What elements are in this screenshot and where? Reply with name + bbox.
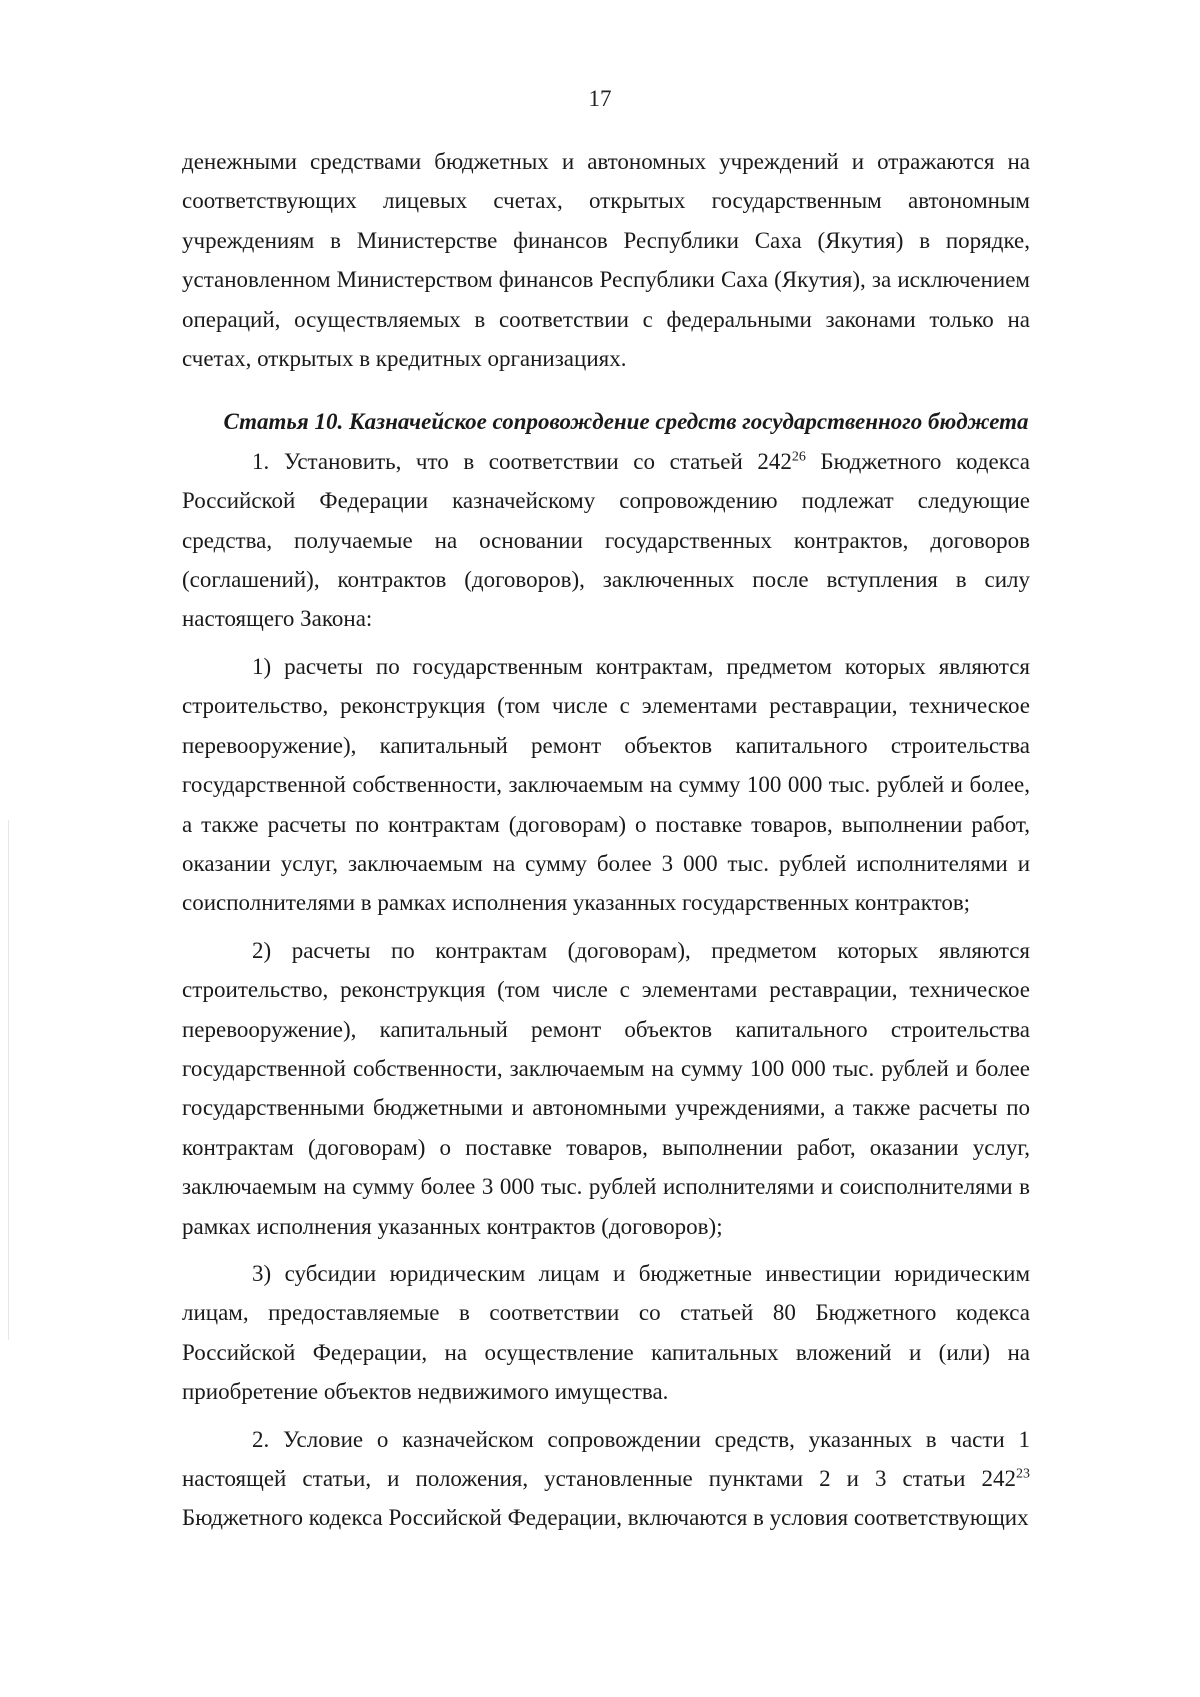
- paragraph-1: [182, 442, 1030, 639]
- document-body: [182, 142, 1030, 1538]
- list-item-1: 1) расчеты по государственным контрактам, предметом которых являются строительство, реконструкция (том числе с элементами реставрации, техническое перевооружение), капитальный ремонт объектов капитального строительства государственной собственности, заключаемым на сумму 100 000 тыс. рублей и более, а также расчеты по контрактам (договорам) о поставке товаров, выполнении работ, оказании услуг, заключаемым на сумму более 3 000 тыс. рублей исполнителями и соисполнителями в рамках исполнения указанных государственных контрактов;: [182, 653, 1030, 916]
- paragraph-2-end: Бюджетного кодекса Российской Федерации, включаются в условия соответствующих: [182, 1505, 1029, 1531]
- article-title: Статья 10. Казначейское сопровождение средств государственного бюджета: [223, 409, 1029, 435]
- list-item-3: 3) субсидии юридическим лицам и бюджетные инвестиции юридическим лицам, предоставляемые в соответствии со статьей 80 Бюджетного кодекса Российской Федерации, на осуществление капитальных вложений и (или) на приобретение объектов недвижимого имущества.: [182, 1260, 1030, 1405]
- paragraph-2-start: 2. Условие о казначейском сопровождении средств, указанных в части 1 настоящей статьи, и положения, установленные пунктами 2 и 3 статьи 242: [182, 1426, 1030, 1491]
- list-item-2: 2) расчеты по контрактам (договорам), предметом которых являются строительство, реконструкция (том числе с элементами реставрации, техническое перевооружение), капитальный ремонт объектов капитального строительства государственной собственности, заключаемым на сумму 100 000 тыс. рублей и более государственными бюджетными и автономными учреждениями, а также расчеты по контрактам (договорам) о поставке товаров, выполнении работ, оказании услуг, заключаемым на сумму более 3 000 тыс. рублей исполнителями и соисполнителями в рамках исполнения указанных контрактов (договоров);: [182, 937, 1030, 1239]
- paragraph-1-superscript: 26: [791, 449, 806, 465]
- continued-paragraph: денежными средствами бюджетных и автономных учреждений и отражаются на соответствующих лицевых счетах, открытых государственным автономным учреждениям в Министерстве финансов Республики Саха (Якутия) в порядке, установленном Министерством финансов Республики Саха (Якутия), за исключением операций, осуществляемых в соответствии с федеральными законами только на счетах, открытых в кредитных организациях.: [182, 149, 1030, 372]
- scan-edge-shadow: [8, 820, 9, 1340]
- paragraph-1-end: Бюджетного кодекса Российской Федерации казначейскому сопровождению подлежат следующие средства, получаемые на основании государственных контрактов, договоров (соглашений), контрактов (договоров), заключенных после вступления в силу настоящего Закона:: [182, 448, 1030, 632]
- paragraph-1-start: 1. Установить, что в соответствии со статьей 242: [252, 448, 792, 474]
- paragraph-2-superscript: 23: [1016, 1466, 1030, 1482]
- page-number: 17: [588, 86, 612, 111]
- paragraph-2: [182, 1420, 1030, 1538]
